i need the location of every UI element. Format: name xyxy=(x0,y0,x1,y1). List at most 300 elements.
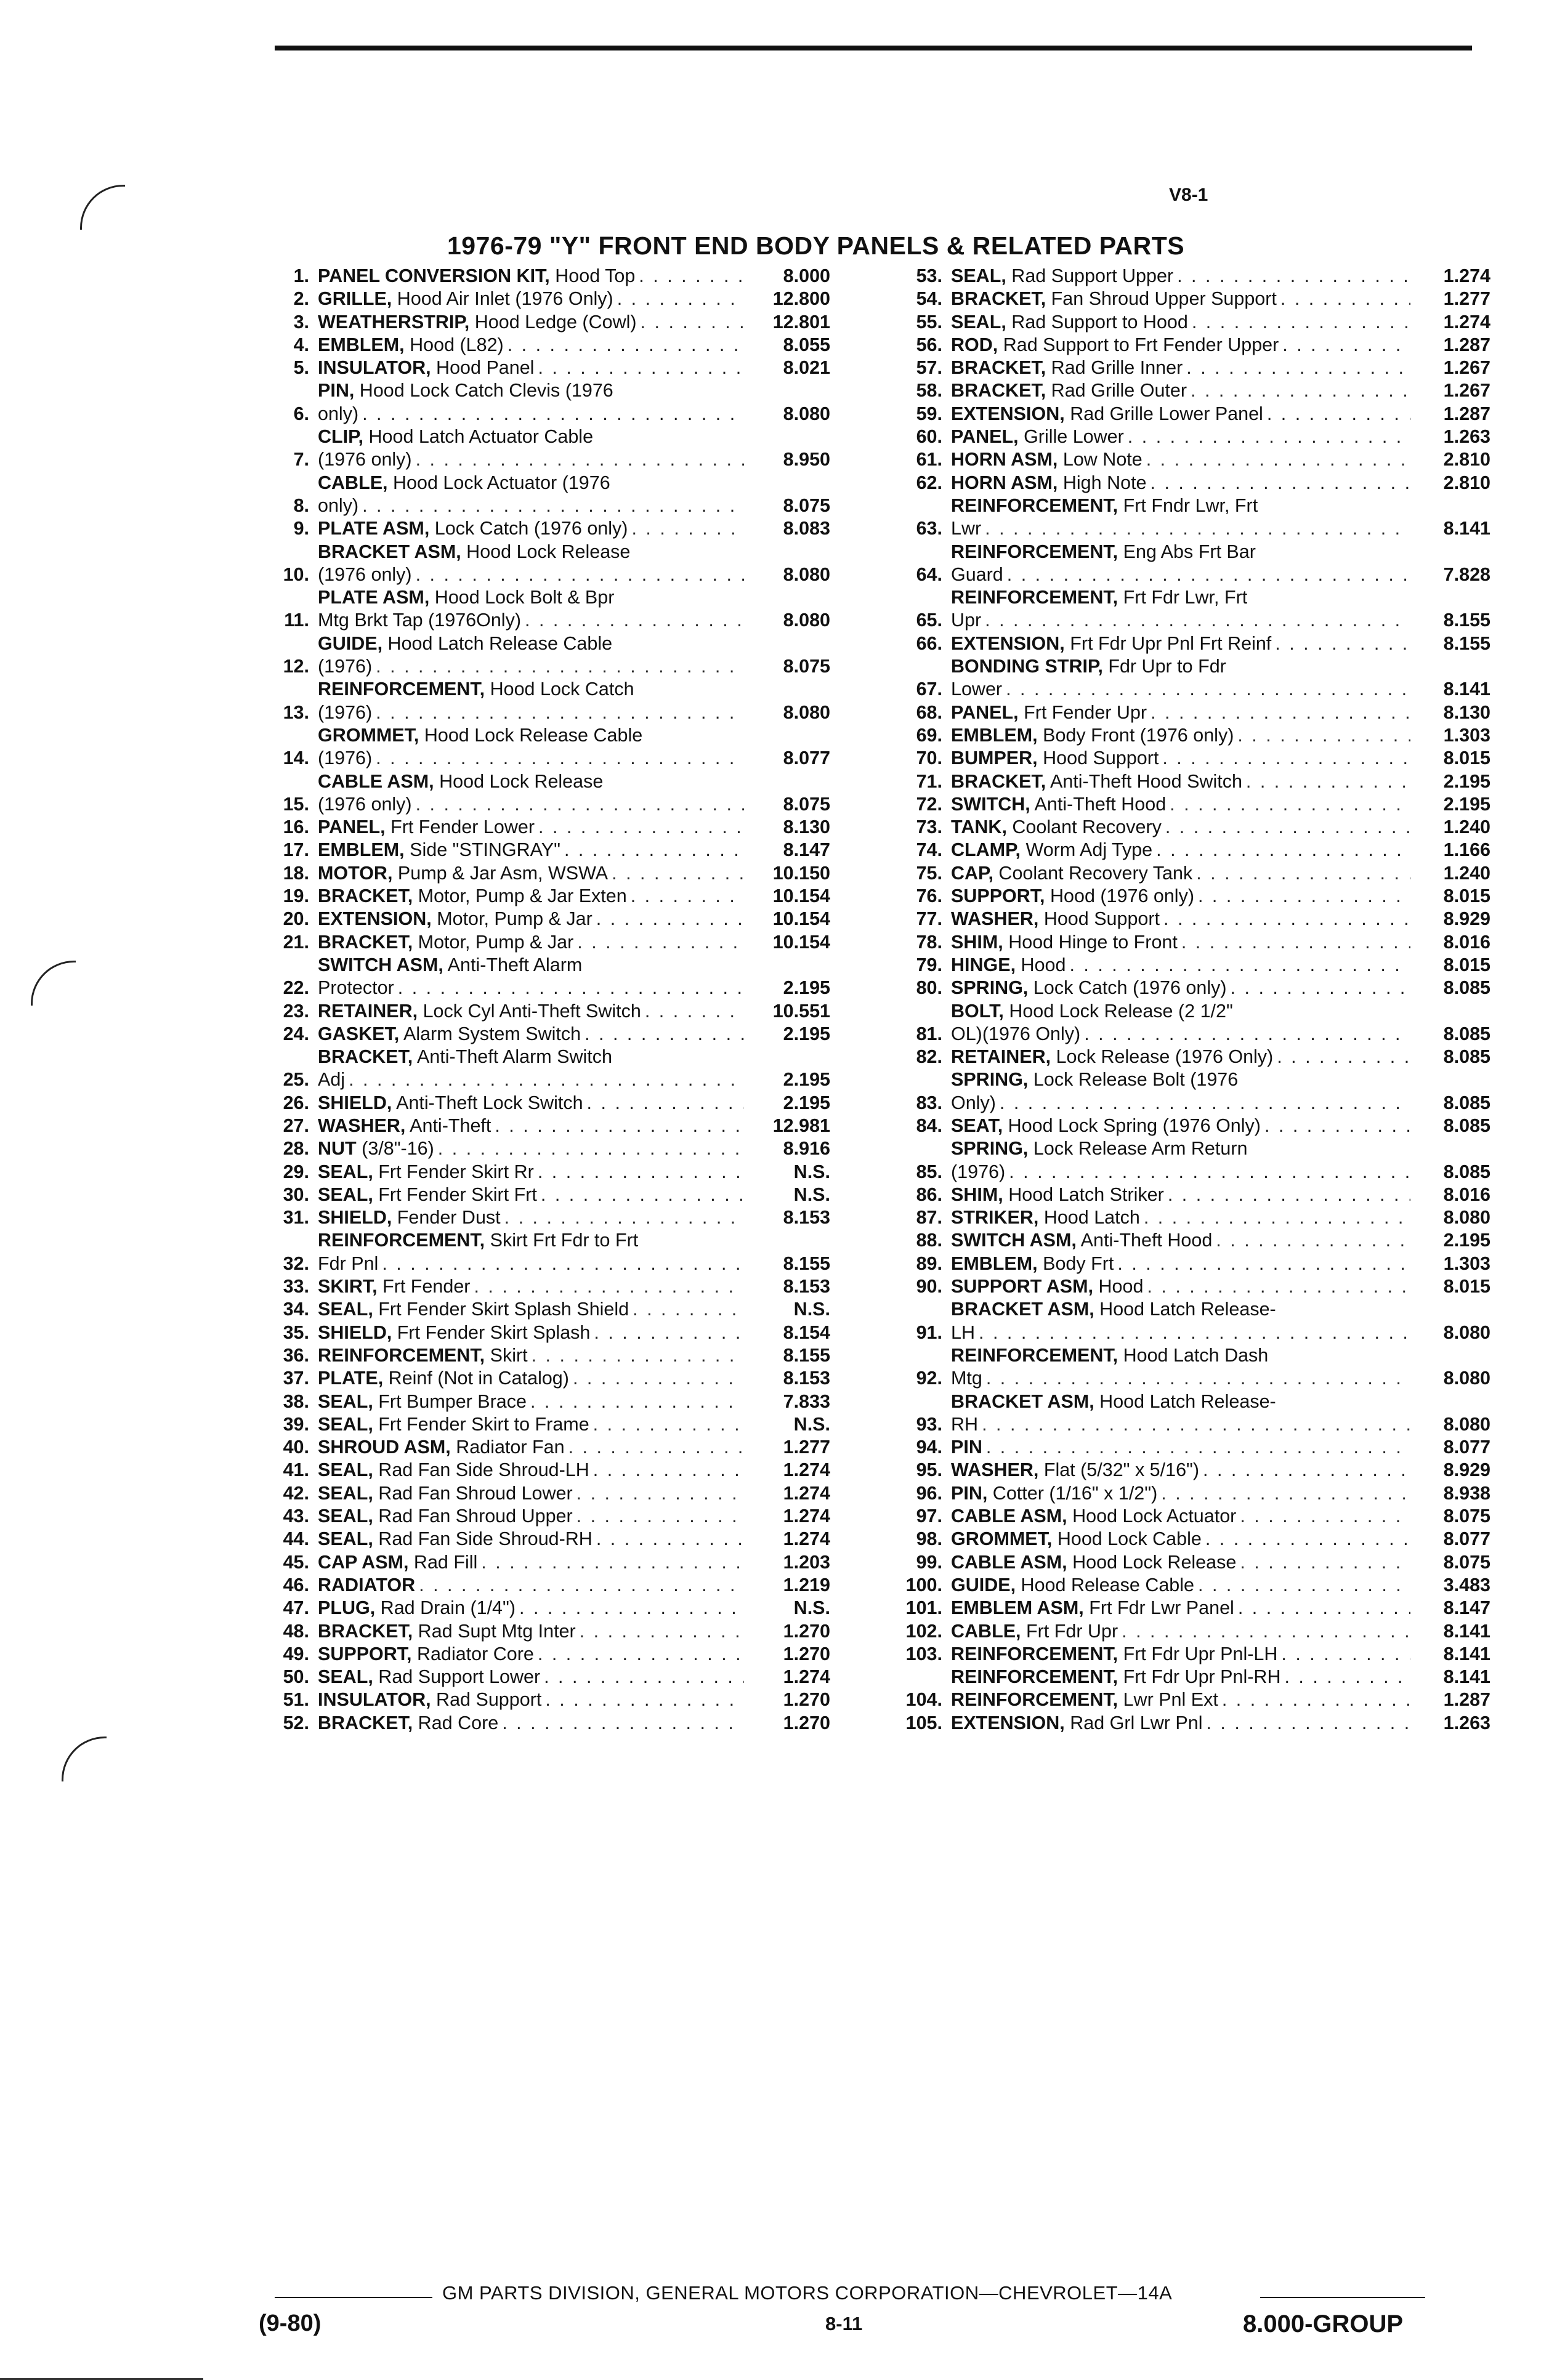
group-code: 8.080 xyxy=(783,563,830,585)
part-name: BRACKET, xyxy=(951,380,1046,401)
part-number: 4. xyxy=(293,334,309,355)
part-detail: Radiator Fan xyxy=(450,1437,565,1458)
part-name: CABLE, xyxy=(318,472,388,493)
part-detail: Motor, Pump & Jar xyxy=(431,908,592,930)
part-row xyxy=(264,862,830,885)
dot-leader xyxy=(1143,1275,1410,1298)
part-description xyxy=(318,1597,744,1620)
group-code: 2.195 xyxy=(783,1069,830,1091)
part-name: SUPPORT, xyxy=(951,885,1045,907)
group-code: 10.150 xyxy=(772,862,830,884)
part-detail: Frt Bumper Brace xyxy=(373,1390,527,1412)
group-code: 7.828 xyxy=(1443,563,1490,585)
part-number: 13. xyxy=(283,701,309,723)
part-detail: Cotter (1/16" x 1/2") xyxy=(987,1482,1158,1504)
part-row xyxy=(875,793,1490,816)
part-row xyxy=(264,839,830,861)
part-detail: Adj xyxy=(318,1069,346,1091)
part-description xyxy=(318,426,744,472)
part-row xyxy=(264,1505,830,1528)
part-detail: OL)(1976 Only) xyxy=(951,1023,1081,1044)
page-code: V8-1 xyxy=(1169,185,1208,205)
part-name: SEAL, xyxy=(318,1161,373,1182)
part-row xyxy=(875,908,1490,930)
part-description xyxy=(318,1275,744,1298)
part-number: 28. xyxy=(283,1138,309,1160)
part-row xyxy=(264,1528,830,1551)
part-detail: Frt Fndr Lwr, Frt xyxy=(1118,494,1258,516)
part-name: BRACKET, xyxy=(318,931,413,953)
group-code: 8.015 xyxy=(1443,954,1490,975)
group-code: 8.154 xyxy=(783,1321,830,1343)
part-row xyxy=(875,1666,1490,1688)
part-row xyxy=(264,1184,830,1206)
part-detail: Hood Latch Release Cable xyxy=(382,632,613,654)
dot-leader xyxy=(590,1321,744,1344)
part-detail: Frt Fdr Upr Pnl-LH xyxy=(1118,1643,1278,1664)
dot-leader xyxy=(534,1161,744,1184)
part-detail: Hood Ledge (Cowl) xyxy=(469,311,637,333)
part-detail: Hood Release Cable xyxy=(1016,1574,1195,1595)
part-row xyxy=(875,448,1490,471)
part-row xyxy=(875,1643,1490,1666)
part-row xyxy=(875,1344,1490,1390)
part-detail: Coolant Recovery xyxy=(1006,817,1162,838)
part-number: 79. xyxy=(916,954,942,975)
group-code: 2.810 xyxy=(1443,472,1490,493)
part-number: 9. xyxy=(293,518,309,539)
part-row xyxy=(264,1551,830,1574)
part-row xyxy=(264,265,830,288)
part-row xyxy=(875,1137,1490,1184)
dot-leader xyxy=(576,1620,744,1643)
group-code: 8.075 xyxy=(1443,1506,1490,1527)
part-detail: Lock Catch (1976 only) xyxy=(429,518,628,539)
part-number: 23. xyxy=(283,1000,309,1022)
part-number: 66. xyxy=(916,632,942,654)
part-row xyxy=(875,862,1490,885)
part-detail: Lock Catch (1976 only) xyxy=(1028,977,1227,999)
group-code: 3.483 xyxy=(1443,1574,1490,1595)
group-code: 8.085 xyxy=(1443,1023,1490,1044)
part-detail: Hood Support xyxy=(1038,908,1160,930)
part-number: 75. xyxy=(916,862,942,884)
part-description xyxy=(951,1068,1410,1115)
dot-leader xyxy=(1234,724,1410,747)
part-name: SEAL, xyxy=(318,1299,373,1320)
part-row xyxy=(264,1092,830,1115)
dot-leader xyxy=(534,1643,744,1666)
part-detail: Rad Grl Lwr Pnl xyxy=(1064,1712,1203,1733)
part-detail: Frt Fender Skirt Rr xyxy=(373,1161,534,1182)
part-row xyxy=(264,1643,830,1666)
dot-leader xyxy=(358,403,744,426)
part-description xyxy=(318,678,744,724)
part-row xyxy=(875,1253,1490,1275)
group-code: 8.016 xyxy=(1443,931,1490,953)
part-number: 50. xyxy=(283,1666,309,1688)
part-description xyxy=(951,1505,1410,1528)
dot-leader xyxy=(1273,1046,1410,1068)
part-detail: Frt Fender Lower xyxy=(385,817,535,838)
group-code: 8.083 xyxy=(783,518,830,539)
part-name: REINFORCEMENT, xyxy=(951,587,1118,608)
part-number: 11. xyxy=(284,610,309,631)
group-code: 1.166 xyxy=(1443,839,1490,861)
part-number: 68. xyxy=(916,701,942,723)
part-detail: Frt Fender Skirt to Frame xyxy=(373,1413,589,1435)
group-code: 1.240 xyxy=(1443,862,1490,884)
part-number: 47. xyxy=(283,1597,309,1619)
group-code: 10.551 xyxy=(772,1000,830,1022)
part-description xyxy=(951,586,1410,632)
group-code: 1.240 xyxy=(1443,817,1490,838)
dot-leader xyxy=(1234,1597,1410,1620)
part-row xyxy=(264,586,830,632)
dot-leader xyxy=(527,1390,744,1413)
dot-leader xyxy=(569,1367,744,1390)
part-number: 51. xyxy=(283,1689,309,1711)
part-name: PLATE ASM, xyxy=(318,587,430,608)
part-number: 67. xyxy=(916,679,942,700)
part-detail: Coolant Recovery Tank xyxy=(993,862,1193,884)
group-code: 8.080 xyxy=(1443,1207,1490,1228)
page-title: 1976-79 "Y" FRONT END BODY PANELS & RELATED PARTS xyxy=(447,232,1185,260)
part-row xyxy=(264,311,830,334)
part-description xyxy=(318,541,744,587)
dot-leader xyxy=(1080,1023,1410,1046)
dot-leader xyxy=(560,839,744,861)
part-number: 101. xyxy=(905,1597,942,1619)
part-number: 69. xyxy=(916,724,942,746)
dot-leader xyxy=(1173,265,1410,288)
part-number: 54. xyxy=(916,288,942,310)
part-row xyxy=(875,724,1490,747)
part-detail: Only) xyxy=(951,1092,996,1113)
group-number: 8.000-GROUP xyxy=(1243,2310,1404,2338)
part-number: 53. xyxy=(916,265,942,286)
part-description xyxy=(318,1023,744,1046)
part-name: SHROUD ASM, xyxy=(318,1437,451,1458)
dot-leader xyxy=(608,862,744,885)
part-detail: Anti-Theft Hood xyxy=(1030,793,1167,815)
group-code: 8.077 xyxy=(1443,1528,1490,1550)
dot-leader xyxy=(1277,288,1410,310)
group-code: 8.015 xyxy=(1443,748,1490,769)
part-detail: Anti-Theft Hood xyxy=(1076,1230,1213,1251)
part-detail: Reinf (Not in Catalog) xyxy=(383,1368,569,1389)
group-code: 1.270 xyxy=(783,1689,830,1711)
part-row xyxy=(875,426,1490,448)
part-description xyxy=(318,1344,744,1367)
part-description xyxy=(318,1643,744,1666)
group-code: 12.800 xyxy=(772,288,830,310)
part-detail: Frt Fender Skirt Splash xyxy=(392,1321,591,1343)
dot-leader xyxy=(565,1436,744,1459)
part-number: 31. xyxy=(283,1207,309,1228)
dot-leader xyxy=(589,1459,744,1482)
part-number: 99. xyxy=(916,1551,942,1573)
part-name: BONDING STRIP, xyxy=(951,656,1103,677)
group-code: 8.916 xyxy=(783,1138,830,1160)
part-description xyxy=(951,908,1410,930)
part-row xyxy=(264,1137,830,1160)
dot-leader xyxy=(372,655,744,678)
part-description xyxy=(951,862,1410,885)
part-description xyxy=(318,311,744,334)
part-row xyxy=(264,1275,830,1298)
dot-leader xyxy=(412,563,744,586)
part-name: SUPPORT ASM, xyxy=(951,1276,1094,1297)
top-rule xyxy=(275,46,1472,50)
part-description xyxy=(951,1482,1410,1505)
group-code: 1.274 xyxy=(783,1528,830,1550)
dot-leader xyxy=(573,1505,744,1528)
part-number: 25. xyxy=(283,1069,309,1091)
dot-leader xyxy=(1202,1712,1410,1735)
part-description xyxy=(951,747,1410,770)
part-number: 86. xyxy=(916,1184,942,1205)
part-name: EXTENSION, xyxy=(318,908,432,930)
group-code: 2.195 xyxy=(783,1092,830,1113)
part-row xyxy=(875,1000,1490,1046)
dot-leader xyxy=(1164,1184,1410,1206)
dot-leader xyxy=(1227,977,1410,999)
part-detail: Frt Fdr Lwr, Frt xyxy=(1118,587,1248,608)
parts-list-left-column xyxy=(264,265,830,1735)
part-description xyxy=(951,1000,1410,1046)
group-code: 8.016 xyxy=(1443,1184,1490,1205)
part-description xyxy=(951,1620,1410,1643)
part-row xyxy=(264,288,830,310)
part-row xyxy=(875,954,1490,977)
part-description xyxy=(951,265,1410,288)
part-description xyxy=(318,1482,744,1505)
part-description xyxy=(318,1712,744,1735)
group-code: 8.929 xyxy=(1443,1459,1490,1481)
group-code: 8.080 xyxy=(783,610,830,631)
part-detail: Hood Air Inlet (1976 Only) xyxy=(392,288,613,310)
part-row xyxy=(875,1712,1490,1735)
part-row xyxy=(264,1688,830,1711)
part-row xyxy=(875,1298,1490,1344)
dot-leader xyxy=(378,1253,744,1275)
part-name: PLUG, xyxy=(318,1597,376,1619)
part-row xyxy=(875,1505,1490,1528)
dot-leader xyxy=(592,908,744,930)
part-description xyxy=(318,1046,744,1092)
part-description xyxy=(951,1275,1410,1298)
part-row xyxy=(875,494,1490,541)
part-description xyxy=(318,1000,744,1023)
part-row xyxy=(264,885,830,908)
part-detail: (1976 only) xyxy=(318,449,412,470)
dot-leader xyxy=(592,1528,744,1551)
part-number: 27. xyxy=(283,1115,309,1136)
part-detail: Rad Supt Mtg Inter xyxy=(413,1620,576,1642)
group-code: 1.203 xyxy=(783,1551,830,1573)
footer-rule-right xyxy=(1260,2297,1425,2298)
part-detail: Rad Support Lower xyxy=(373,1666,541,1688)
part-detail: Skirt Frt Fdr to Frt xyxy=(485,1230,639,1251)
part-name: CABLE ASM, xyxy=(951,1551,1067,1573)
group-code: 1.270 xyxy=(783,1712,830,1733)
part-description xyxy=(951,1206,1410,1229)
part-row xyxy=(875,1528,1490,1551)
part-description xyxy=(318,1413,744,1436)
part-name: GRILLE, xyxy=(318,288,392,310)
part-name: MOTOR, xyxy=(318,862,393,884)
part-number: 84. xyxy=(916,1115,942,1136)
part-row xyxy=(875,816,1490,839)
part-detail: Hood Lock Release Cable xyxy=(419,724,643,746)
part-name: RETAINER, xyxy=(318,1000,418,1022)
part-description xyxy=(318,1688,744,1711)
part-description xyxy=(951,701,1410,724)
part-name: SHIELD, xyxy=(318,1321,392,1343)
part-row xyxy=(875,1275,1490,1298)
part-name: CABLE, xyxy=(951,1620,1021,1642)
dot-leader xyxy=(581,1023,744,1046)
part-detail: Lwr Pnl Ext xyxy=(1118,1689,1218,1711)
part-number: 62. xyxy=(916,472,942,493)
part-row xyxy=(264,1390,830,1413)
dot-leader xyxy=(498,1712,744,1735)
group-code: 1.303 xyxy=(1443,724,1490,746)
dot-leader xyxy=(1218,1688,1410,1711)
part-name: BRACKET, xyxy=(318,885,413,907)
part-number: 15. xyxy=(283,793,309,815)
part-description xyxy=(318,1206,744,1229)
part-row xyxy=(264,908,830,930)
dot-leader xyxy=(982,1436,1410,1459)
footer-division: GM PARTS DIVISION, GENERAL MOTORS CORPORATION—CHEVROLET—14A xyxy=(442,2282,1173,2304)
dot-leader xyxy=(1178,931,1410,954)
part-row xyxy=(264,1161,830,1184)
dot-leader xyxy=(434,1137,744,1160)
group-code: 1.267 xyxy=(1443,357,1490,379)
part-number: 61. xyxy=(916,449,942,470)
part-name: REINFORCEMENT, xyxy=(951,541,1118,562)
part-detail: Fdr Pnl xyxy=(318,1253,379,1274)
group-code: 8.080 xyxy=(1443,1413,1490,1435)
part-detail: Protector xyxy=(318,977,394,999)
part-number: 34. xyxy=(283,1299,309,1320)
group-code: 2.810 xyxy=(1443,449,1490,470)
part-number: 33. xyxy=(283,1276,309,1297)
part-detail: Anti-Theft Hood Switch xyxy=(1046,770,1242,792)
part-description xyxy=(951,1436,1410,1459)
group-code: 8.080 xyxy=(1443,1321,1490,1343)
part-description xyxy=(951,977,1410,999)
part-row xyxy=(875,1436,1490,1459)
part-row xyxy=(875,1390,1490,1437)
group-code: 2.195 xyxy=(1443,1230,1490,1251)
part-description xyxy=(318,1092,744,1115)
part-detail: Upr xyxy=(951,610,982,631)
part-detail: Anti-Theft Lock Switch xyxy=(392,1092,583,1113)
group-code: 1.274 xyxy=(783,1666,830,1688)
dot-leader xyxy=(477,1551,744,1574)
group-code: 2.195 xyxy=(1443,793,1490,815)
part-number: 63. xyxy=(916,518,942,539)
part-row xyxy=(264,1413,830,1436)
part-name: SEAL, xyxy=(951,311,1006,333)
part-row xyxy=(875,1459,1490,1482)
part-description xyxy=(951,1344,1410,1390)
part-name: INSULATOR, xyxy=(318,1689,431,1711)
part-number: 73. xyxy=(916,817,942,838)
part-name: WASHER, xyxy=(951,908,1039,930)
part-name: PANEL CONVERSION KIT, xyxy=(318,265,550,286)
part-number: 21. xyxy=(283,931,309,953)
part-number: 105. xyxy=(905,1712,942,1733)
part-name: SEAT, xyxy=(951,1115,1003,1136)
part-name: INSULATOR, xyxy=(318,357,431,379)
part-detail: Frt Fender xyxy=(377,1276,471,1297)
group-code: 1.303 xyxy=(1443,1253,1490,1274)
part-name: REINFORCEMENT, xyxy=(951,1689,1118,1711)
dot-leader xyxy=(516,1597,744,1620)
dot-leader xyxy=(1194,1574,1410,1597)
group-code: N.S. xyxy=(793,1597,830,1619)
part-detail: Lock Release Bolt (1976 xyxy=(1028,1069,1239,1091)
part-detail: Hood Lock Release xyxy=(461,541,631,562)
part-description xyxy=(318,379,744,426)
part-number: 55. xyxy=(916,311,942,333)
dot-leader xyxy=(1152,839,1410,861)
part-name: PIN, xyxy=(951,1482,988,1504)
part-number: 40. xyxy=(283,1437,309,1458)
group-code: 8.141 xyxy=(1443,1620,1490,1642)
part-detail: Rad Core xyxy=(413,1712,499,1733)
part-name: REINFORCEMENT, xyxy=(318,1344,485,1366)
part-name: SEAL, xyxy=(318,1413,373,1435)
dot-leader xyxy=(1212,1229,1410,1252)
part-row xyxy=(264,1000,830,1023)
part-description xyxy=(318,908,744,930)
dot-leader xyxy=(1242,770,1410,793)
dot-leader xyxy=(1005,1161,1410,1184)
part-name: CAP ASM, xyxy=(318,1551,409,1573)
part-row xyxy=(875,977,1490,999)
part-row xyxy=(875,1068,1490,1115)
part-description xyxy=(318,1390,744,1413)
part-number: 5. xyxy=(293,357,309,379)
part-number: 30. xyxy=(283,1184,309,1205)
dot-leader xyxy=(637,311,744,334)
part-description xyxy=(951,770,1410,793)
part-description xyxy=(951,288,1410,310)
part-detail: (1976) xyxy=(318,701,373,723)
part-number: 19. xyxy=(283,885,309,907)
part-detail: (1976 only) xyxy=(318,793,412,815)
part-detail: Eng Abs Frt Bar xyxy=(1118,541,1256,562)
part-number: 39. xyxy=(283,1413,309,1435)
part-name: CABLE ASM, xyxy=(318,770,434,792)
part-number: 16. xyxy=(283,817,309,838)
part-detail: Body Front (1976 only) xyxy=(1037,724,1234,746)
dot-leader xyxy=(412,448,744,471)
part-name: REINFORCEMENT, xyxy=(318,679,485,700)
part-row xyxy=(875,1574,1490,1597)
part-detail: Worm Adj Type xyxy=(1020,839,1153,861)
part-detail: Rad Fan Side Shroud-RH xyxy=(373,1528,592,1550)
part-detail: Motor, Pump & Jar Exten xyxy=(413,885,627,907)
parts-list-right-column xyxy=(875,265,1490,1735)
part-description xyxy=(318,1321,744,1344)
dot-leader xyxy=(1147,472,1410,494)
